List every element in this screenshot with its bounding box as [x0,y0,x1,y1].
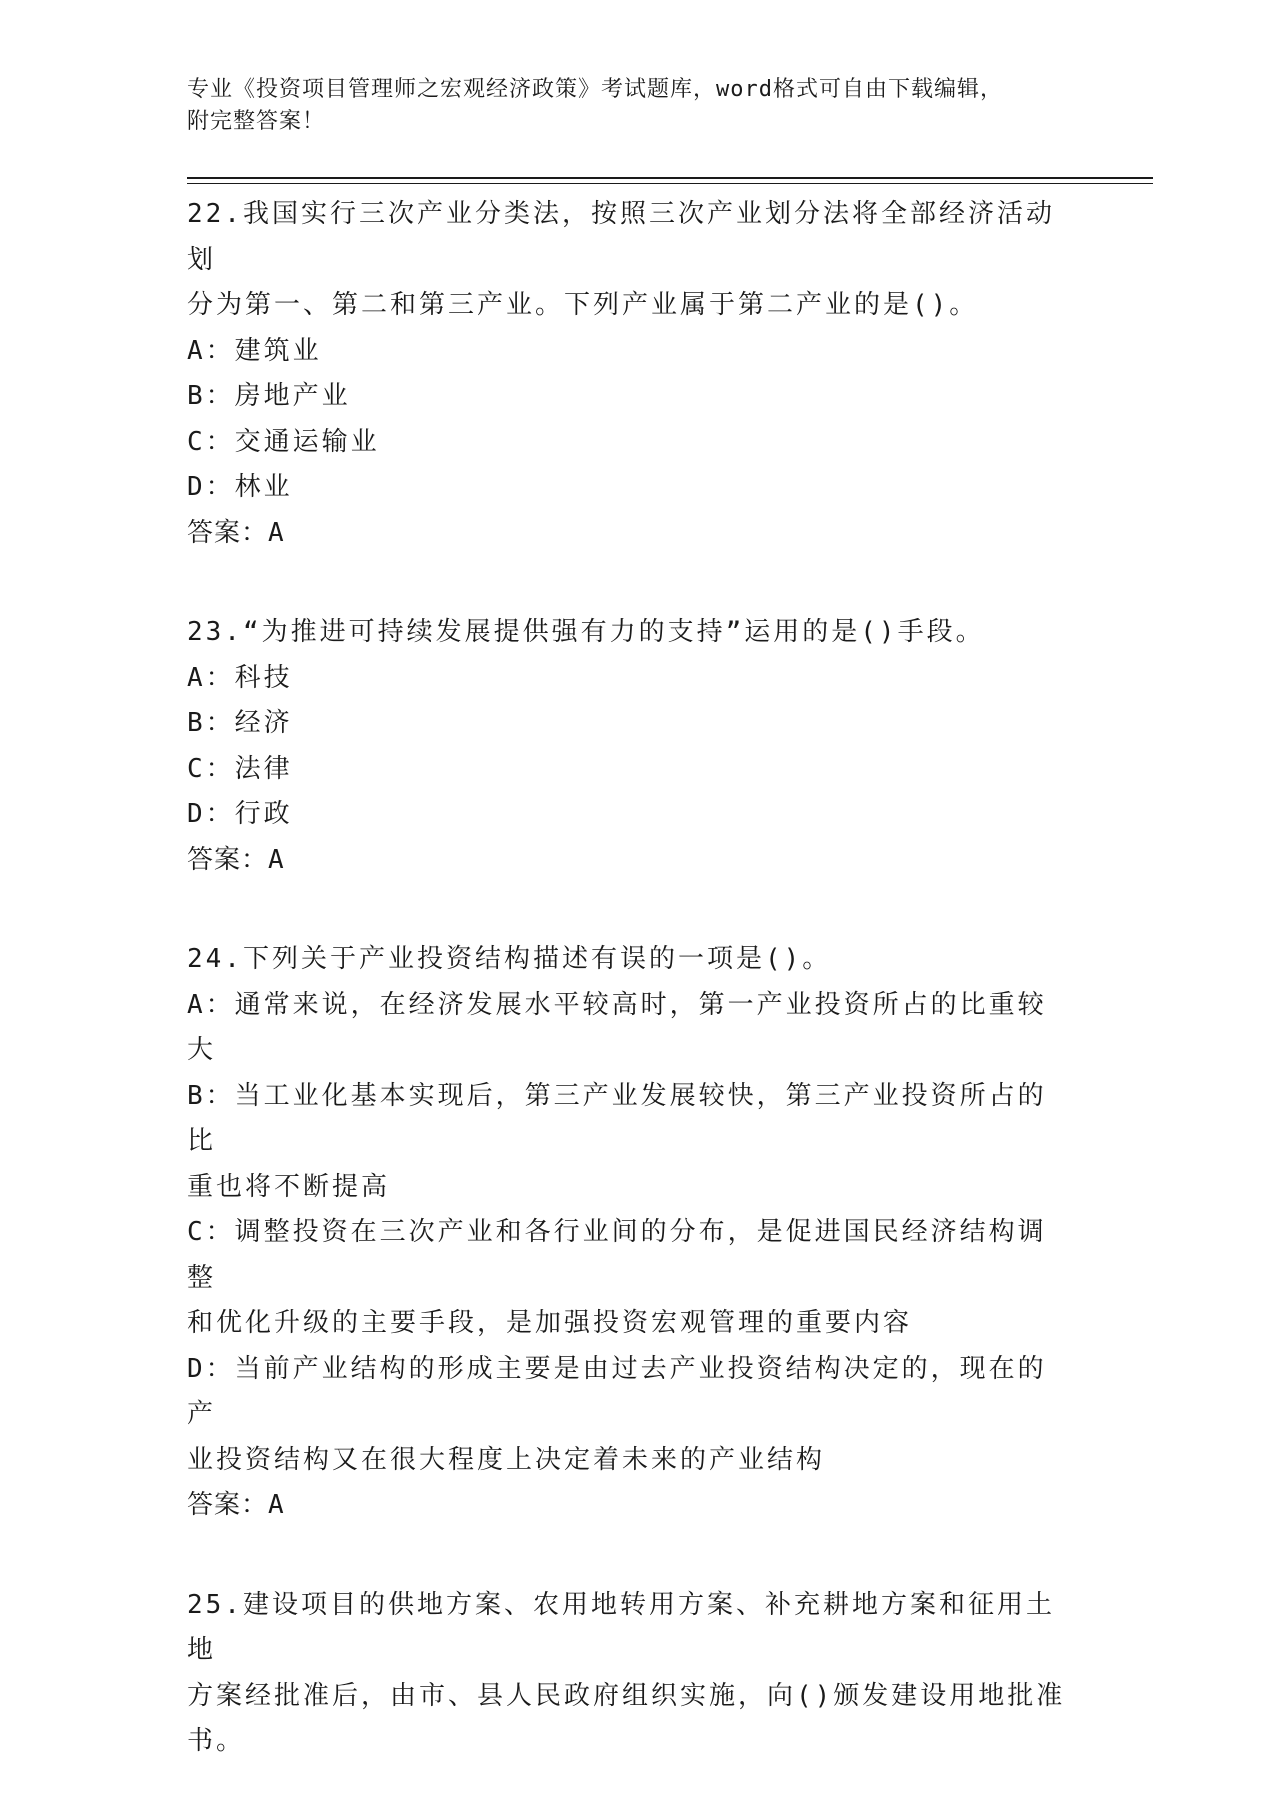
option-line: D：行政 [187,799,293,829]
option-line: 和优化升级的主要手段，是加强投资宏观管理的重要内容 [187,1308,913,1338]
option-line: B：经济 [187,708,293,738]
question-stem-line: 22.我国实行三次产业分类法，按照三次产业划分法将全部经济活动划 [187,199,1055,275]
question-block [187,610,1067,883]
question-stem-line: 25.建设项目的供地方案、农用地转用方案、补充耕地方案和征用土地 [187,1589,1055,1665]
question-block [187,1583,1067,1765]
answer-line [187,838,1067,884]
answer-value: A [268,1490,285,1520]
option-line: B：当工业化基本实现后，第三产业发展较快，第三产业投资所占的比 [187,1080,1047,1156]
question-stem-line: 书。 [187,1726,246,1756]
option-line: 重也将不断提高 [187,1171,391,1202]
answer-line [187,511,1067,557]
header-rule-thin [187,183,1153,184]
question-stem-line: 24.下列关于产业投资结构描述有误的一项是()。 [187,944,832,974]
option-line: C：法律 [187,753,293,784]
header-line-1: 专业《投资项目管理师之宏观经济政策》考试题库，word格式可自由下载编辑， [187,77,1003,102]
answer-label: 答案： [187,844,269,875]
question-stem-line: 分为第一、第二和第三产业。下列产业属于第二产业的是()。 [187,290,979,320]
option-line: A：通常来说，在经济发展水平较高时，第一产业投资所占的比重较大 [187,989,1047,1065]
answer-value: A [268,844,285,875]
question-block [187,937,1067,1529]
option-line: B：房地产业 [187,381,351,411]
option-line: D：林业 [187,472,293,502]
header-rule-thick [187,177,1153,179]
option-line: A：建筑业 [187,335,322,366]
option-line: D：当前产业结构的形成主要是由过去产业投资结构决定的，现在的产 [187,1353,1047,1429]
question-stem-line: 23.“为推进可持续发展提供强有力的支持”运用的是()手段。 [187,617,985,647]
answer-label: 答案： [187,1490,269,1520]
option-line: A：科技 [187,662,293,693]
answer-label: 答案： [187,517,269,548]
option-line: C：调整投资在三次产业和各行业间的分布，是促进国民经济结构调整 [187,1217,1047,1293]
option-line: C：交通运输业 [187,426,380,457]
answer-line [187,1483,1067,1529]
answer-value: A [268,517,285,548]
document-header [187,74,1067,138]
question-block [187,192,1067,556]
question-list [187,192,1067,1819]
header-line-2: 附完整答案！ [187,109,326,134]
option-line: 业投资结构又在很大程度上决定着未来的产业结构 [187,1444,826,1475]
question-stem-line: 方案经批准后，由市、县人民政府组织实施，向()颁发建设用地批准 [187,1680,1066,1711]
